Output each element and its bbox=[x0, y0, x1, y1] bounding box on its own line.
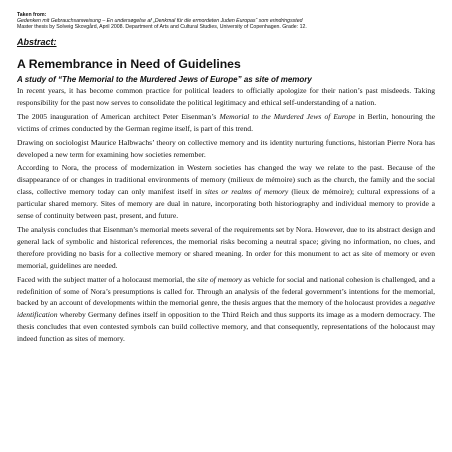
source-label: Taken from: bbox=[17, 12, 47, 18]
paragraph-6-emphasis-1: site of memory bbox=[197, 274, 243, 284]
page-title: A Remembrance in Need of Guidelines bbox=[17, 57, 241, 71]
abstract-heading: Abstract: bbox=[17, 37, 57, 47]
document-page bbox=[17, 12, 435, 347]
paragraph-4 bbox=[17, 162, 435, 222]
paragraph-2-text-end: in Berlin, honouring the victims of crimes conducted by the German regime itself, is part of this trend. bbox=[17, 111, 436, 133]
paragraph-2-text: The 2005 inauguration of American architect Peter Eisenman’s bbox=[17, 111, 220, 121]
page-subtitle: A study of “The Memorial to the Murdered Jews of Europe” as site of memory bbox=[17, 75, 312, 84]
paragraph-6 bbox=[17, 274, 435, 345]
paragraph-2 bbox=[17, 111, 435, 135]
source-details: Master thesis by Solveig Skovgård, April 2008. Department of Arts and Cultural Studies, University of Copenhagen. Grade: 12. bbox=[17, 24, 307, 30]
paragraph-6-text: Faced with the subject matter of a holocaust memorial, the bbox=[17, 274, 198, 284]
paragraph-4-text: According to Nora, the process of modernization in Western societies has changed the way we relate to the past. Because of the disappearance of or changes in traditional environments of memory (milieux de mémoire) such as the church, the family and the social class, collective memory today can only manifest itself in bbox=[17, 163, 435, 197]
paragraph-1: In recent years, it has become common practice for political leaders to officially apologize for their nation’s past misdeeds. Taking responsibility for the past now serves to consolidate the political legitimacy and ethical self-understanding of a nation. bbox=[17, 86, 435, 107]
paragraph-6-text-end: whereby Germany defines itself in opposition to the Third Reich and thus supports its image as a modern democracy. The thesis concludes that even contested symbols can build collective memory, and that consequently, representations of the holocaust may indeed function as sites of memory. bbox=[17, 310, 435, 344]
abstract-body bbox=[17, 85, 435, 345]
source-citation bbox=[17, 12, 435, 30]
paragraph-3: Drawing on sociologist Maurice Halbwachs’ theory on collective memory and its identity nurturing functions, historian Pierre Nora has developed a new term for examining how societies remember. bbox=[17, 137, 435, 159]
paragraph-2-emphasis: Memorial to the Murdered Jews of Europe bbox=[219, 111, 356, 121]
paragraph-4-emphasis: sites or realms of memory bbox=[204, 187, 289, 197]
paragraph-4-text-end: (lieux de mémoire); cultural expressions of a particular shared memory. Sites of memory are dual in nature, incorporating both historiography and individual memory to provide a sense of continuity between past, present, and future. bbox=[17, 187, 435, 221]
paragraph-6-text-mid: as vehicle for social and national cohesion is challenged, and a redefinition of some of Nora’s presumptions is called for. Through an analysis of the federal government’s intentions for the memorial, backed by an account of developments within the memorial genre, the thesis argues that the memory of the holocaust provides a bbox=[17, 274, 436, 308]
source-thesis-title: Gedenken mit Gebrauchsanweisung – En undersøgelse af „Denkmal für die ermordeten Juden Europas“ som erindringssted bbox=[17, 18, 303, 24]
paragraph-5: The analysis concludes that Eisenman’s memorial meets several of the requirements set by Nora. However, due to its abstract design and general lack of symbolic and historical references, the memorial risks becoming a neutral space; giving no information, no clues, and therefore providing no basis for a collective memory or shared meaning. In order for this monument to act as site of memory or even memorial, guidelines are needed. bbox=[17, 224, 435, 270]
paragraph-6-emphasis-2: negative identification bbox=[17, 298, 435, 320]
